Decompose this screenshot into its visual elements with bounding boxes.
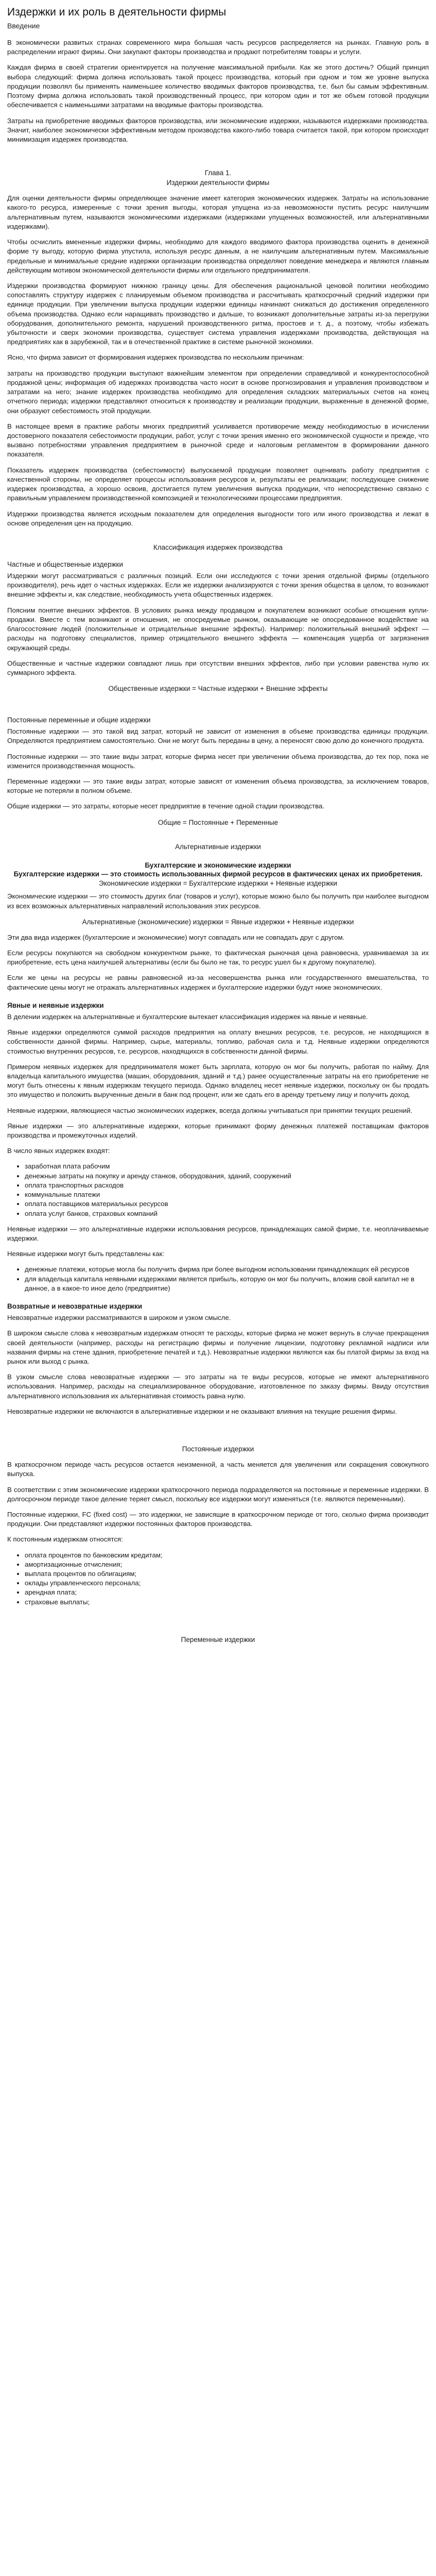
list-item: • коммунальные платежи <box>25 1190 429 1199</box>
section-title: Альтернативные издержки <box>175 842 261 851</box>
chapter-paragraph: Издержки производства является исходным показателем для определения выгодности того или иного производства и лежат в основе определения цен на продукцию. <box>7 510 429 527</box>
section-paragraph: В краткосрочном периоде часть ресурсов остается неизменной, а часть меняется для увеличения или сокращения совокупного выпуска. <box>7 1461 429 1478</box>
section-paragraph: Постоянные издержки, FC (fixed cost) — это издержки, не зависящие в краткосрочном периоде от того, сколько фирма производит продукции. Они представляют издержки постоянных факторов производства. <box>7 1510 429 1528</box>
explicit-costs-list <box>7 1162 429 1218</box>
section-paragraph: Невозвратные издержки не включаются в альтернативные издержки и не оказывают влияния на текущие решения фирмы. <box>7 1407 397 1415</box>
section-paragraph: Если же цены на ресурсы не равны равновесной из-за несовершенства рынка или государственного вмешательства, то фактические цены могут не отражать альтернативных издержек и бухгалтерские издержки будут ниже экономических. <box>7 974 429 991</box>
chapter-label: Глава 1. <box>204 169 232 177</box>
list-item: • денежные платежи, которые могла бы получить фирма при более выгодном использовании принадлежащих ей ресурсов <box>25 1265 429 1274</box>
chapter-paragraph: Показатель издержек производства (себестоимости) выпускаемой продукции позволяет оценивать работу предприятия с качественной стороны, не определяет процессы использования ресурсов и, результаты ее реализации; последующее снижение издержек производства, а хорошо освоив, достигается путем увеличения выпуска продукции, что непосредственно связано с правильным управлением производственной композицией и технологическими процессами предприятия. <box>7 466 429 502</box>
list-label: Неявные издержки могут быть представлены как: <box>7 1250 165 1258</box>
section-paragraph: В широком смысле слова к невозвратным издержкам относят те расходы, которые фирма не может вернуть в случае прекращения своей деятельности (например, расходы на регистрацию фирмы и получение лицензии, подготовку рекламной надписи или названия фирмы на стене здания, приобретение печатей и т.д.). Невозвратные издержки являются как бы платой фирмы за вход на рынок или выход с рынка. <box>7 1329 429 1365</box>
formula: Общественные издержки = Частные издержки + Внешние эффекты <box>108 685 328 693</box>
list-item: • оплата транспортных расходов <box>25 1181 429 1190</box>
chapter-paragraph: В настоящее время в практике работы многих предприятий усиливается противоречие между необходимостью в исчислении достоверного показателя себестоимости продукции, работ, услуг с точки зрения именно его экономической сущности и прежде, что вызвано потребностями управления предприятием в рыночной среде и налоговым регламентом в формировании данного показателя. <box>7 422 429 459</box>
chapter-paragraph: Чтобы осчислить вмененные издержки фирмы, необходимо для каждого вводимого фактора производства оценить в денежной форме ту выгоду, которую фирма упустила, используя ресурс данным, а не наилучшим альтернативным путем. Максимальные предельные и минимальные средние издержки организации производства определяют поведение менеджера и являются главным действующим мотивом экономической деятельности фирмы или отдельного предпринимателя. <box>7 238 429 274</box>
list-item: • амортизационные отчисления; <box>25 1560 429 1569</box>
section-paragraph: Явные издержки определяются суммой расходов предприятия на оплату внешних ресурсов, т.е. ресурсов, не находящихся в собственности данной фирмы. Например, сырье, материалы, топливо, рабочая сила и т.д. Неявные издержки определяются стоимостью внутренних ресурсов, т.е. ресурсов, находящихся в собственности данной фирмы. <box>7 1028 429 1055</box>
subhead-line: Бухгалтерские издержки — это стоимость использованных фирмой ресурсов в фактических ценах их приобретения. <box>13 870 423 878</box>
list-item: • заработная плата рабочим <box>25 1162 429 1171</box>
chapter-paragraph: Для оценки деятельности фирмы определяющее значение имеет категория экономических издержек. Затраты на использование какого-то ресурса, измеренные с точки зрения выгоды, которая упущена из-за невозможности пустить ресурс наилучшим альтернативным путем, называются экономическими издержками (издержками упущенных возможностей, или альтернативными издержками). <box>7 194 429 230</box>
list-label: В число явных издержек входят: <box>7 1147 110 1155</box>
list-item: • страховые выплаты; <box>25 1598 429 1607</box>
section-title: Переменные издержки <box>181 1635 255 1643</box>
subsection-heading: Частные и общественные издержки <box>7 560 123 568</box>
section-paragraph: Постоянные издержки — это такой вид затрат, который не зависит от изменения в объеме производства единицы продукции. Определяются предприятием самостоятельно. Они не могут быть переданы в цену, а переносят свою долю до конечного продукта. <box>7 727 429 745</box>
fixed-costs-list <box>7 1551 429 1607</box>
list-item: • оклады управленческого персонала; <box>25 1579 429 1588</box>
list-item: • оплата поставщиков материальных ресурсов <box>25 1199 429 1209</box>
section-paragraph: Переменные издержки — это такие виды затрат, которые зависят от изменения объема производства, за исключением товаров, которые не потеряли в полном объеме. <box>7 777 429 795</box>
intro-paragraph: Затраты на приобретение вводимых факторов производства, или экономические издержки, называются издержками производства. Значит, наиболее экономически эффективным методом производства какого-либо товара считается такой, при котором происходит минимизация издержек производства. <box>7 116 429 143</box>
subhead-block <box>7 861 429 888</box>
chapter-paragraph: Ясно, что фирма зависит от формирования издержек производства по нескольким причинам: <box>7 353 304 362</box>
section-paragraph: Невозвратные издержки рассматриваются в широком и узком смысле. <box>7 1314 231 1322</box>
chapter-paragraph: затраты на производство продукции выступают важнейшим элементом при определении справедливой и конкурентоспособной продажной цены; информация об издержках производства часто носит в основе прогнозирования и управления производством и затратами на него; знание издержек производства необходимо для определения складских материальных счетов на конец отчетного периода; издержки представляют относиться к производству и реализации продукции, выраженные в денежной форме, они образуют себестоимость этой продукции. <box>7 369 429 415</box>
list-item: • арендная плата; <box>25 1588 429 1597</box>
section-paragraph: Общие издержки — это затраты, которые несет предприятие в течение одной стадии производства. <box>7 802 324 810</box>
intro-paragraph: Каждая фирма в своей стратегии ориентируется на получение максимальной прибыли. Как же этого достичь? Общий принцип выбора следующий: фирма должна использовать такой процесс производства, который при одном и том же уровне выпуска продукции позволял бы применять наименьшее количество вводимых факторов производства, т.е. был бы самым эффективным. Поэтому фирма должна использовать такой производственный процесс, при котором один и тот же объем готовой продукции обеспечивается с наименьшими затратами на вводимые факторы производства. <box>7 63 429 109</box>
section-paragraph: Издержки могут рассматриваться с различных позиций. Если они исследуются с точки зрения отдельной фирмы (отдельного производителя), речь идет о частных издержках. Если же издержки анализируются с точки зрения общества в целом, то возникают внешние эффекты и, как следствие, необходимость учета общественных издержек. <box>7 571 429 599</box>
subhead-line: Экономические издержки = Бухгалтерские издержки + Неявные издержки <box>99 879 337 887</box>
intro-paragraph: В экономически развитых странах современного мира большая часть ресурсов распределяется на рынках. Главную роль в распределении играют фирмы. Они закупают факторы производства и продают потребителям товары и услуги. <box>7 39 429 56</box>
section-title: Постоянные издержки <box>182 1445 254 1453</box>
chapter-paragraph: Издержки производства формируют нижнюю границу цены. Для обеспечения рациональной ценовой политики необходимо сопоставлять структуру издержек с планируемым объемом производства и рассчитывать краткосрочный средний издержки при единице продукции. При увеличении выпуска продукции издержки единицы начинают снижаться до достижения определенного объема производства. Однако если наращивать производство и дальше, то возникают дополнительные затраты из-за перегрузки оборудования, дополнительного ремонта, нарушений производственного ритма, простоев и т. д., а поэтому, чтобы избежать убыточности и сверх экономии производства, существует система управления издержками производства, действующая на предприятиях как в зарубежной, так и в отечественной практике в системе рыночной экономики. <box>7 281 429 346</box>
section-paragraph: Эти два вида издержек (бухгалтерские и экономические) могут совпадать или не совпадать друг с другом. <box>7 933 345 941</box>
section-paragraph: Примером неявных издержек для предпринимателя может быть зарплата, которую он мог бы получить, работая по найму. Для владельца капитального имущества (машин, оборудования, зданий и т.д.) ранее осуществленные затраты на его приобретение не могут быть отнесены к явным издержкам текущего периода. Однако владелец несет неявные издержки, поскольку он бы продать это имущество и положить вырученные деньги в банк под процент, или же сдать его в аренду третьему лицу и получить доход. <box>7 1062 429 1099</box>
section-paragraph: Если ресурсы покупаются на свободном конкурентном рынке, то фактическая рыночная цена равновесна, уравниваемая за их приобретение, есть цена наилучшей альтернативы (если бы было не так, то ресурс ушел бы к другому покупателю). <box>7 948 429 967</box>
list-item: • для владельца капитала неявными издержками является прибыль, которую он мог бы получить, вложив свой капитал не в данное, а в какое-то иное дело (предприятие) <box>25 1275 429 1293</box>
chapter-title: Издержки деятельности фирмы <box>166 179 270 187</box>
section-paragraph: Общественные и частные издержки совпадают лишь при отсутствии внешних эффектов, либо при условии равенства нулю их суммарного эффекта. <box>7 659 429 676</box>
list-item: • денежные затраты на покупку и аренду станков, оборудования, зданий, сооружений <box>25 1172 429 1181</box>
section-title: Классификация издержек производства <box>153 543 283 551</box>
section-paragraph: В соответствии с этим экономические издержки краткосрочного периода подразделяются на постоянные и переменные издержки. В долгосрочном периоде такое деление теряет смысл, поскольку все издержки могут изменяться (т.е. являются переменными). <box>7 1485 429 1503</box>
section-paragraph: Экономические издержки — это стоимость других благ (товаров и услуг), которые можно было бы получить при наиболее выгодном из всех возможных альтернативных направлений использования этих ресурсов. <box>7 892 429 910</box>
list-item: • оплата процентов по банковским кредитам; <box>25 1551 429 1560</box>
section-paragraph: В узком смысле слова невозвратные издержки — это затраты на те виды ресурсов, которые не имеют альтернативного использования. Например, расходы на специализированное оборудование, изготовленное по заказу фирмы. Ввиду отсутствия альтернативного использования их альтернативная стоимость равна нулю. <box>7 1373 429 1400</box>
subsection-heading: Возвратные и невозвратные издержки <box>7 1302 143 1311</box>
subsection-heading: Постоянные переменные и общие издержки <box>7 716 151 724</box>
subhead-line: Бухгалтерские и экономические издержки <box>145 861 291 869</box>
list-item: • выплата процентов по облигациям; <box>25 1569 429 1579</box>
list-item: • оплата услуг банков, страховых компаний <box>25 1209 429 1218</box>
formula: Альтернативные (экономические) издержки = Явные издержки + Неявные издержки <box>82 918 354 926</box>
formula: Общие = Постоянные + Переменные <box>158 818 278 826</box>
section-paragraph: В делении издержек на альтернативные и бухгалтерские вытекает классификация издержек на явные и неявные. <box>7 1012 368 1021</box>
section-paragraph: Явные издержки — это альтернативные издержки, которые принимают форму денежных платежей поставщикам факторов производства и промежуточных изделий. <box>7 1122 429 1140</box>
section-paragraph: Неявные издержки, являющиеся частью экономических издержек, всегда должны учитываться при принятии текущих решений. <box>7 1106 412 1114</box>
list-label: К постоянным издержкам относятся: <box>7 1535 123 1544</box>
page-title: Издержки и их роль в деятельности фирмы <box>7 6 226 18</box>
section-paragraph: Поясним понятие внешних эффектов. В условиях рынка между продавцом и покупателем возникают особые отношения купли-продажи. Вместе с тем возникают и отношения, не опосредуемые рынком, оказывающие не опосредованное воздействие на благосостояние людей (положительные и отрицательные внешние эффекты). Например: положительный внешний эффект — расходы на подготовку специалистов, пример отрицательного внешнего эффекта — компенсация ущерба от загрязнения окружающей среды. <box>7 606 429 652</box>
intro-heading: Введение <box>7 22 40 30</box>
section-paragraph: Неявные издержки — это альтернативные издержки использования ресурсов, принадлежащих самой фирме, т.е. неоплачиваемые издержки. <box>7 1225 429 1243</box>
section-paragraph: Постоянные издержки — это такие виды затрат, которые фирма несет при увеличении объема производства, до тех пор, пока не изменится производственная мощность. <box>7 752 429 770</box>
subsection-heading: Явные и неявные издержки <box>7 1001 104 1009</box>
implicit-costs-list <box>7 1265 429 1293</box>
